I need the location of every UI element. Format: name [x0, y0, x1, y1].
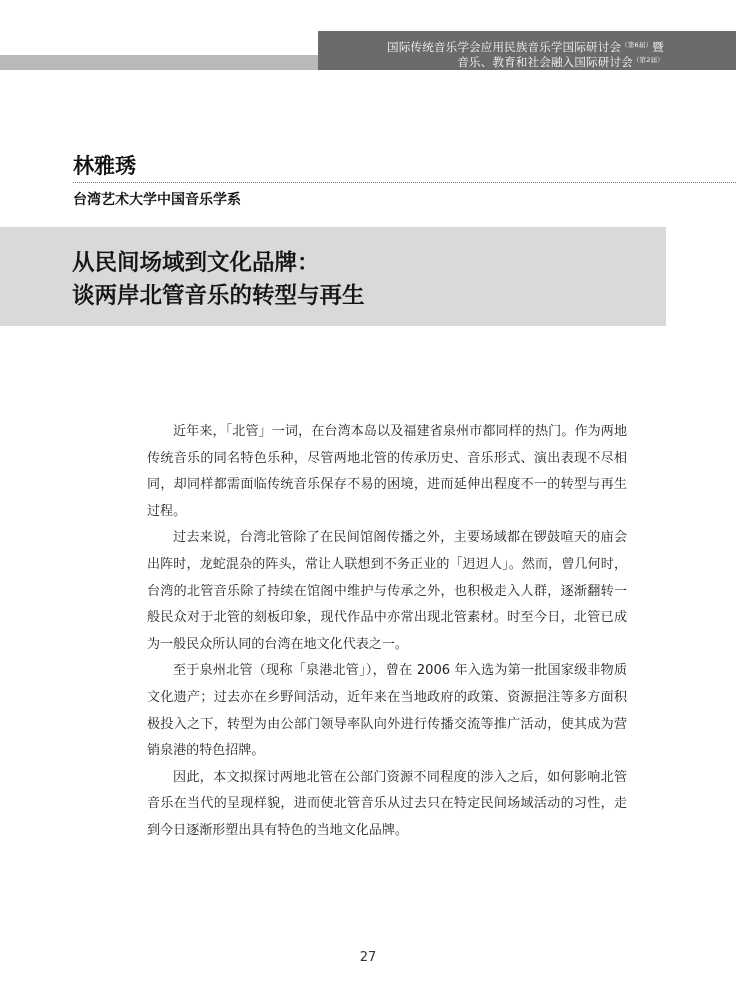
edition-note-2: （第2届） [632, 56, 664, 64]
abstract-body [147, 419, 627, 845]
article-title [72, 247, 365, 313]
page-number: 27 [359, 950, 377, 965]
paragraph: 近年来，「北管」一词，在台湾本岛以及福建省泉州市都同样的热门。作为两地传统音乐的同名特色乐种，尽管两地北管的传承历史、音乐形式、演出表现不尽相同，却同样都需面临传统音乐保存不易的困境，进而延伸出程度不一的转型与再生过程。 [147, 424, 627, 519]
dotted-divider [73, 182, 736, 183]
article-title-line-2: 谈两岸北管音乐的转型与再生 [72, 283, 365, 309]
paragraph: 因此，本文拟探讨两地北管在公部门资源不同程度的涉入之后，如何影响北管音乐在当代的呈现样貌，进而使北管音乐从过去只在特定民间场域活动的习性，走到今日逐渐形塑出具有特色的当地文化品牌。 [147, 769, 627, 838]
header-accent-bar [0, 55, 318, 70]
conference-title-line-2 [457, 53, 664, 70]
article-title-line-1: 从民间场域到文化品牌： [72, 250, 320, 276]
conference-conjunction: 暨 [652, 40, 664, 54]
author-name: 林雅琇 [73, 153, 136, 178]
conference-name: 国际传统音乐学会应用民族音乐学国际研讨会 [387, 40, 622, 54]
edition-note: （第6届） [621, 41, 653, 49]
title-panel [0, 227, 666, 326]
paragraph: 过去来说，台湾北管除了在民间馆阁传播之外，主要场域都在锣鼓喧天的庙会出阵时，龙蛇混杂的阵头，常让人联想到不务正业的「迌迌人」。然而，曾几何时，台湾的北管音乐除了持续在馆阁中维护与传承之外，也积极走入人群，逐渐翻转一般民众对于北管的刻板印象，现代作品中亦常出现北管素材。时至今日，北管已成为一般民众所认同的台湾在地文化代表之一。 [147, 530, 627, 652]
paragraph: 至于泉州北管（现称「泉港北管」），曾在 2006 年入选为第一批国家级非物质文化遗产；过去亦在乡野间活动，近年来在当地政府的政策、资源挹注等多方面积极投入之下，转型为由公部门领导率队向外进行传播交流等推广活动，使其成为营销泉港的特色招牌。 [147, 663, 627, 759]
conference-name-2: 音乐、教育和社会融入国际研讨会 [457, 55, 633, 69]
author-affiliation: 台湾艺术大学中国音乐学系 [73, 192, 241, 208]
